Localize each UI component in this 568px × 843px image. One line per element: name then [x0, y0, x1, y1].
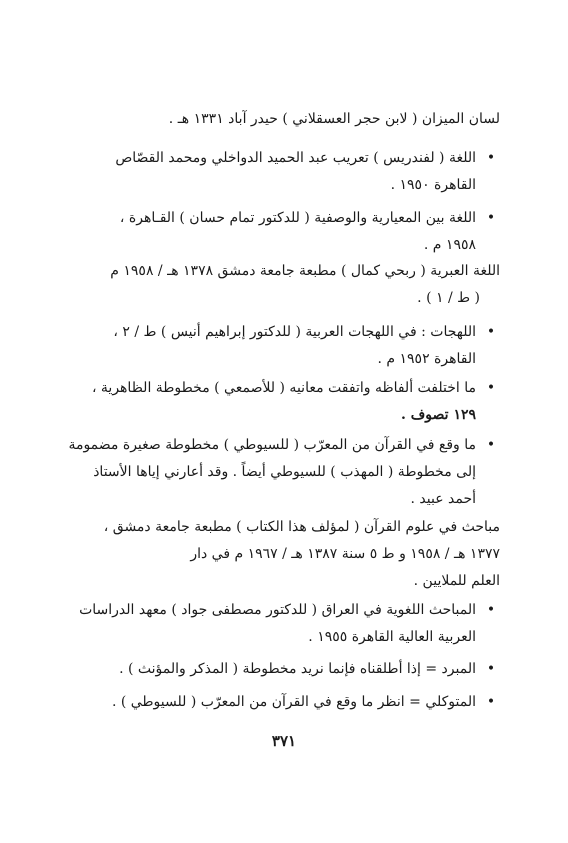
bibliography-entry [60, 145, 496, 199]
entry-line: ما اختلفت ألفاظه واتفقت معانيه ( للأصمعي ) مخطوطة الظاهرية ، [91, 380, 476, 396]
entry-line: اللغة العبرية ( ربحي كمال ) مطبعة جامعة دمشق ١٣٧٨ هـ / ١٩٥٨ م [110, 263, 500, 279]
bibliography-entry [60, 375, 496, 429]
bullet-icon: • [486, 661, 496, 677]
entry-line: اللغة بين المعيارية والوصفية ( للدكتور تمام حسان ) القـاهرة ، [119, 210, 476, 226]
bibliography-entry [60, 258, 500, 312]
entry-line: ما وقع في القرآن من المعرّب ( للسيوطي ) مخطوطة صغيرة مضمومة [68, 437, 476, 453]
bibliography-entry [60, 432, 496, 513]
bullet-icon: • [486, 437, 496, 453]
entry-line: إلى مخطوطة ( المهذب ) للسيوطي أيضاً . وقد أعارني إياها الأستاذ [93, 464, 476, 480]
entry-line: مباحث في علوم القرآن ( لمؤلف هذا الكتاب ) مطبعة جامعة دمشق ، [103, 519, 500, 535]
page-number: ٣٧١ [271, 732, 297, 750]
bullet-icon: • [486, 324, 496, 340]
bullet-icon: • [486, 380, 496, 396]
entry-line: المبرد = إذا أطلقناه فإنما نريد مخطوطة ( المذكر والمؤنث ) . [119, 661, 476, 677]
bibliography-entry [60, 319, 496, 373]
entry-line: أحمد عبيد . [410, 491, 476, 507]
bibliography-entry [60, 205, 496, 259]
bibliography-entry [60, 689, 496, 716]
bullet-icon: • [486, 150, 496, 166]
bullet-icon: • [486, 602, 496, 618]
bibliography-entry [60, 106, 500, 133]
entry-line: المتوكلي = انظر ما وقع في القرآن من المعرّب ( للسيوطي ) . [111, 694, 476, 710]
bibliography-entry [60, 514, 500, 595]
entry-line: القاهرة ١٩٥٢ م . [377, 351, 476, 367]
entry-line: العربية العالية القاهرة ١٩٥٥ . [308, 629, 476, 645]
entry-line: القاهرة ١٩٥٠ . [390, 177, 476, 193]
entry-line: المباحث اللغوية في العراق ( للدكتور مصطفى جواد ) معهد الدراسات [79, 602, 476, 618]
bibliography-entry [60, 597, 496, 651]
entry-line: ١٩٥٨ م . [423, 237, 476, 253]
entry-line: لسان الميزان ( لابن حجر العسقلاني ) حيدر آباد ١٣٣١ هـ . [168, 111, 500, 127]
entry-line: اللهجات : في اللهجات العربية ( للدكتور إبراهيم أنيس ) ط / ٢ ، [113, 324, 476, 340]
entry-line: العلم للملايين . [413, 573, 500, 589]
bullet-icon: • [486, 694, 496, 710]
entry-line: ( ط / ١ ) . [417, 290, 480, 306]
entry-line: اللغة ( لفندريس ) تعريب عبد الحميد الدواخلي ومحمد القصّاص [115, 150, 476, 166]
entry-line: ١٣٧٧ هـ / ١٩٥٨ و ط ٥ سنة ١٣٨٧ هـ / ١٩٦٧ م في دار [190, 546, 500, 562]
bullet-icon: • [486, 210, 496, 226]
entry-line: ١٢٩ تصوف . [401, 407, 476, 423]
bibliography-entry [60, 656, 496, 683]
